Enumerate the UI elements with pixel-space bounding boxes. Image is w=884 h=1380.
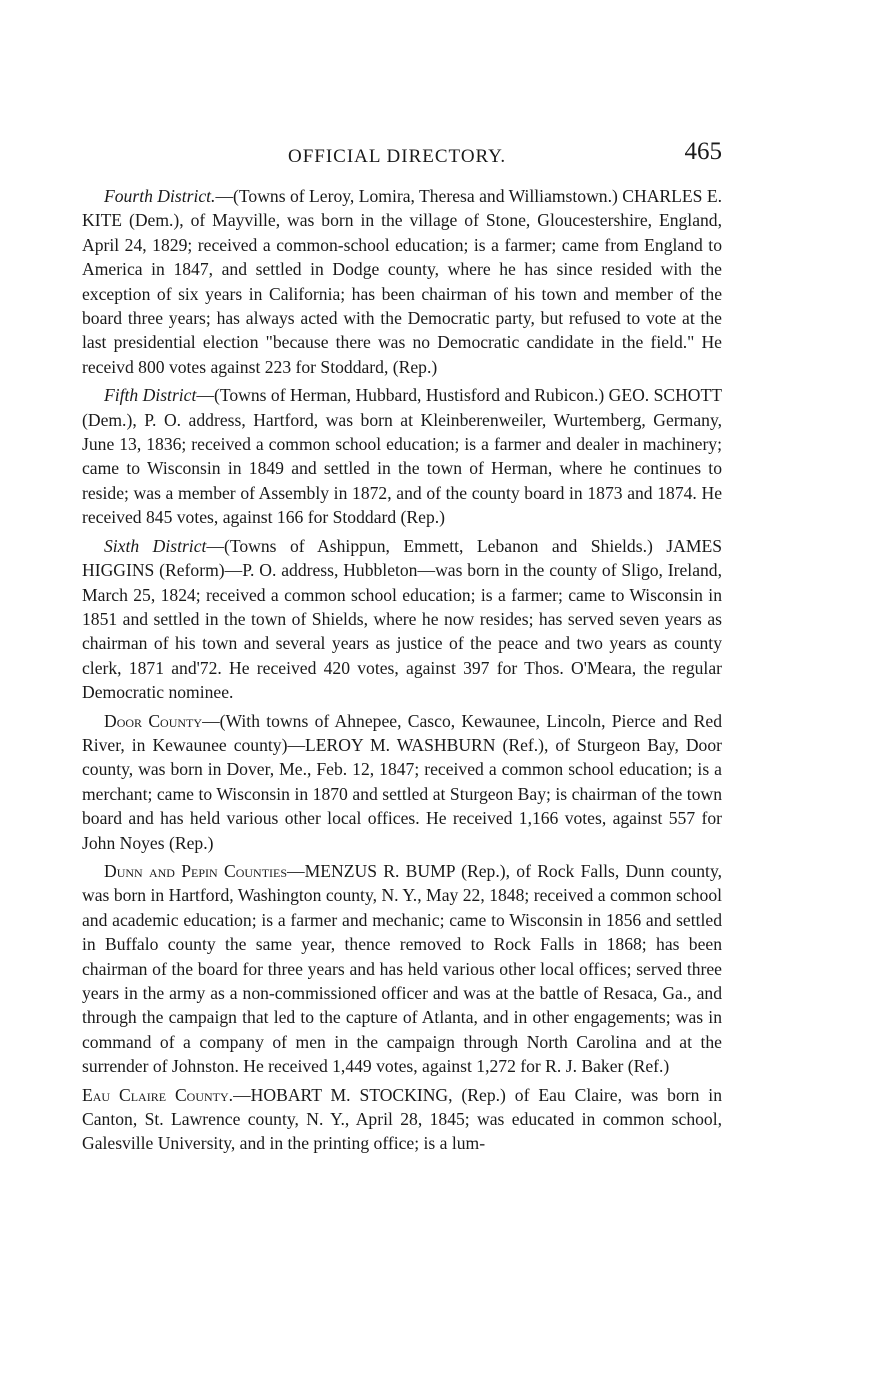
paragraph-lead: Eau Claire County. (82, 1084, 234, 1105)
paragraph-dunn-pepin-counties (82, 859, 722, 1079)
paragraph-text: —(With towns of Ahnepee, Casco, Kewaunee, Lincoln, Pierce and Red River, in Kewaunee county)—LEROY M. WASHBURN (Ref.), of Sturgeon Bay, Door county, was born in Dover, Me., Feb. 12, 1847; received a common school education; is a merchant; came to Wisconsin in 1870 and settled at Sturgeon Bay; is chairman of the town board and has held various other local offices. He received 1,166 votes, against 557 for John Noyes (Rep.) (82, 710, 723, 853)
paragraph-text: —MENZUS R. BUMP (Rep.), of Rock Falls, Dunn county, was born in Hartford, Washington county, N. Y., May 22, 1848; received a common school and academic education; is a farmer and mechanic; came to Wisconsin in 1856 and settled in Buffalo county the same year, thence removed to Rock Falls in 1868; has been chairman of the board for three years and has held various other local offices; served three years in the army as a non-commissioned officer and was at the battle of Resaca, Ga., and through the campaign that led to the capture of Atlanta, and in other engagements; was in command of a company of men in the campaign through North Carolina and at the surrender of Johnston. He received 1,449 votes, against 1,272 for R. J. Baker (Ref.) (82, 860, 722, 1077)
paragraph-text: —(Towns of Herman, Hubbard, Hustisford and Rubicon.) GEO. SCHOTT (Dem.), P. O. address, Hartford, was born at Kleinberenweiler, Wurtemberg, Germany, June 13, 1836; received a common school education; is a farmer and dealer in machinery; came to Wisconsin in 1849 and settled in the town of Herman, where he continues to reside; was a member of Assembly in 1872, and of the county board in 1873 and 1874. He received 845 votes, against 166 for Stoddard (Rep.) (82, 385, 723, 528)
paragraph-eau-claire-county (82, 1083, 722, 1156)
body-text (82, 184, 722, 1156)
paragraph-lead: Fourth District. (104, 186, 216, 206)
running-header (82, 138, 722, 174)
paragraph-lead: Door County (104, 710, 203, 731)
paragraph-lead: Sixth District (104, 535, 207, 556)
paragraph-door-county (82, 709, 722, 855)
paragraph-lead: Dunn and Pepin Counties (104, 860, 288, 881)
paragraph-sixth-district (82, 534, 722, 705)
paragraph-fifth-district (82, 383, 722, 529)
paragraph-fourth-district (82, 184, 722, 379)
paragraph-lead: Fifth District (104, 385, 197, 406)
paragraph-text: —HOBART M. STOCKING, (Rep.) of Eau Claire, was born in Canton, St. Lawrence county, N. Y., April 28, 1845; was educated in common school, Galesville University, and in the printing office; is a lum- (82, 1084, 722, 1154)
page-header-title: OFFICIAL DIRECTORY. (288, 146, 507, 167)
page-number: 465 (684, 138, 722, 165)
paragraph-text: —(Towns of Leroy, Lomira, Theresa and Williamstown.) CHARLES E. KITE (Dem.), of Mayville, was born in the village of Stone, Gloucestershire, England, April 24, 1829; received a common-school education; is a farmer; came from England to America in 1847, and settled in Dodge county, where he has since resided with the exception of six years in California; has been chairman of his town and member of the board three years; has always acted with the Democratic party, but refused to vote at the last presidential election "because there was no Democratic candidate in the field." He receivd 800 votes against 223 for Stoddard, (Rep.) (82, 186, 722, 377)
paragraph-text: —(Towns of Ashippun, Emmett, Lebanon and Shields.) JAMES HIGGINS (Reform)—P. O. address, Hubbleton—was born in the county of Sligo, Ireland, March 25, 1824; received a common school education; is a farmer; came to Wisconsin in 1851 and settled in the town of Shields, where he now resides; has served seven years as chairman of his town and several years as justice of the peace and two years as county clerk, 1871 and'72. He received 420 votes, against 397 for Thos. O'Meara, the regular Democratic nominee. (82, 535, 722, 703)
